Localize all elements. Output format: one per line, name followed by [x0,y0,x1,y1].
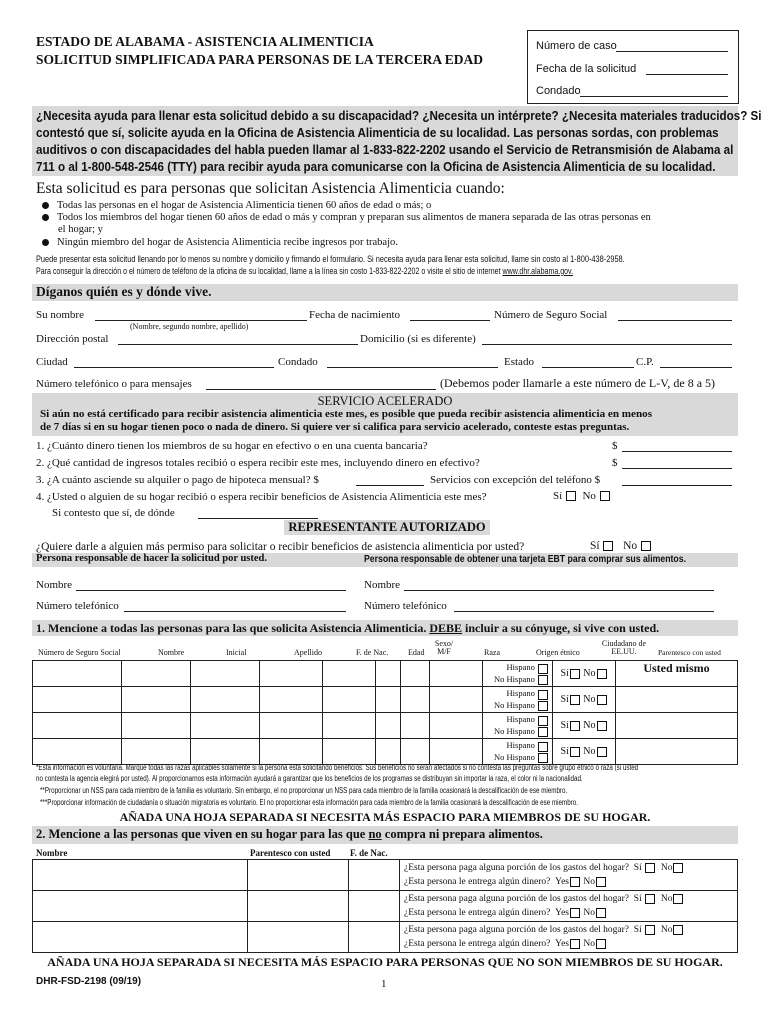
table-row [33,661,738,687]
table-row [33,922,738,953]
expedited-heading: SERVICIO ACELERADO [317,394,453,408]
money-no-checkbox[interactable] [596,939,606,949]
name-hint: (Nombre, segundo nombre, apellido) [130,322,249,331]
table-row [33,891,738,922]
non-member-table-header [32,846,738,859]
col-first-name: Nombre [158,648,185,657]
non-hispanic-checkbox[interactable] [538,753,548,763]
rep-right-name-field[interactable] [404,590,714,591]
citizen-cell[interactable]: Sí No [553,739,616,765]
add-sheet-note-2: AÑADA UNA HOJA SEPARADA SI NECESITA MÁS ESPACIO PARA PERSONAS QUE NO SON MIEMBROS DE SU HOGAR. [47,955,723,969]
col-nm-relationship: Parentesco con usted [250,848,331,858]
non-member-questions-cell[interactable]: ¿Esta persona paga alguna porción de los gastos del hogar? Sí No ¿Esta persona le entrega algún dinero? Yes No [400,922,738,953]
non-member-questions-cell[interactable]: ¿Esta persona paga alguna porción de los gastos del hogar? Sí No ¿Esta persona le entrega algún dinero? Yes No [400,891,738,922]
citizen-no-checkbox[interactable] [597,747,607,757]
household-cell[interactable] [122,661,191,687]
ssn-field[interactable] [618,320,732,321]
form-title-line1: ESTADO DE ALABAMA - ASISTENCIA ALIMENTICIA [36,34,374,49]
footnote: *Esta información es voluntaria. Marque todas las razas aplicables solamente si la persona está solicitando beneficios. Sus beneficios no serán afectados si no contesta las preguntas sobre grupo étnico o raza (si usted [36,763,639,772]
citizen-cell[interactable]: Sí No [553,713,616,739]
county-label: Condado [536,85,581,97]
hispanic-checkbox[interactable] [538,742,548,752]
col-nm-name: Nombre [36,848,68,858]
household-cell[interactable] [323,739,376,765]
non-hispanic-checkbox[interactable] [538,675,548,685]
household-cell[interactable] [33,713,122,739]
expedited-question-3: 3. ¿A cuánto asciende su alquiler o pago de hipoteca mensual? $ [36,474,319,486]
page-number: 1 [381,978,387,990]
household-table-body [32,660,738,765]
household-cell[interactable] [33,739,122,765]
dob-label: Fecha de nacimiento [309,309,401,321]
non-member-cell[interactable] [349,860,400,891]
eligibility-bullet: Ningún miembro del hogar de Asistencia Alimenticia recibe ingresos por trabajo. [42,237,398,248]
rep-right-phone-field[interactable] [454,611,714,612]
non-member-questions-cell[interactable]: ¿Esta persona paga alguna porción de los gastos del hogar? Sí No ¿Esta persona le entrega algún dinero? Yes No [400,860,738,891]
case-number-field[interactable] [616,51,728,52]
table-row [33,713,738,739]
rep-right-name-label: Nombre [364,579,401,591]
hispanic-checkbox[interactable] [538,690,548,700]
col-race: Raza [484,648,500,657]
col-ssn: Número de Seguro Social [38,648,121,657]
col-age: Edad [408,648,425,657]
citizen-cell[interactable]: Sí No [553,687,616,713]
ethnicity-cell[interactable]: Hispano No Hispano [483,687,553,713]
residence-label: Domicilio (si es diferente) [360,333,476,345]
rep-left-title: Persona responsable de hacer la solicitud por usted. [36,553,268,564]
ethnicity-cell[interactable]: Hispano No Hispano [483,739,553,765]
rep-right-title: Persona responsable de obtener una tarjeta EBT para comprar sus alimentos. [364,554,687,565]
who-county-field[interactable] [327,367,498,368]
expedited-question-4: 4. ¿Usted o alguien de su hogar recibió o espera recibir beneficios de Asistencia Alimenticia este mes? [36,491,487,503]
household-cell[interactable] [376,661,401,687]
relationship-cell[interactable] [616,713,738,739]
who-heading: Díganos quién es y dónde vive. [36,284,212,299]
form-id: DHR-FSD-2198 (09/19) [36,976,142,987]
relationship-cell[interactable] [616,661,738,687]
phone-field[interactable] [206,389,436,390]
household-cell[interactable] [122,713,191,739]
household-cell[interactable] [191,687,260,713]
expenses-no-checkbox[interactable] [673,863,683,873]
your-name-field[interactable] [95,320,307,321]
help-notice-line: contestó que sí, solicite ayuda en la Oficina de Asistencia Alimenticia de su localidad. Las personas sordas, con problemas [36,126,719,140]
rep-heading: REPRESENTANTE AUTORIZADO [288,520,486,534]
help-notice-line: auditivos o con discapacidades del habla pueden llamar al 1-833-822-2202 usando el Servicio de Retransmisión de Alabama al [36,143,734,157]
non-member-cell[interactable] [248,891,349,922]
household-cell[interactable] [33,687,122,713]
instructions-note: Puede presentar esta solicitud llenando por lo menos su nombre y domicilio y firmando el formulario. Si necesita ayuda para llenar esta solicitud, llame sin costo al 1-800-438-2958. [36,254,625,265]
citizen-cell[interactable]: Sí No [553,661,616,687]
table-row [33,739,738,765]
col-last-name: Apellido [294,648,322,657]
eligibility-bullet-continued: el hogar; y [58,224,103,235]
expedited-text-line: de 7 días si en su hogar tienen poco o nada de dinero. Si quiere ver si califica para servicio acelerado, conteste estas preguntas. [40,421,630,433]
household-cell[interactable] [323,713,376,739]
non-member-cell[interactable] [33,922,248,953]
non-member-table-body [32,859,738,953]
citizen-no-checkbox[interactable] [597,695,607,705]
non-member-cell[interactable] [248,922,349,953]
ssn-label: Número de Seguro Social [494,309,608,321]
money-no-checkbox[interactable] [596,877,606,887]
q4-options: Sí No [553,490,611,502]
col-relationship: Parentesco con usted [658,648,721,657]
citizen-yes-checkbox[interactable] [570,695,580,705]
col-citizen: Ciudadano de EE.UU. [601,639,647,656]
residence-field[interactable] [482,344,732,345]
household-table-header [32,640,738,660]
rep-left-phone-field[interactable] [124,611,346,612]
household-cell[interactable] [122,687,191,713]
household-cell[interactable] [401,739,430,765]
income-amount-field[interactable] [622,468,732,469]
household-cell[interactable] [323,661,376,687]
add-sheet-note-1: AÑADA UNA HOJA SEPARADA SI NECESITA MÁS ESPACIO PARA MIEMBROS DE SU HOGAR. [119,810,651,824]
rep-left-name-field[interactable] [76,590,346,591]
state-field[interactable] [542,367,634,368]
city-label: Ciudad [36,356,68,368]
household-cell[interactable] [33,661,122,687]
footnote: no contesta la agencia elegirá por usted). Al proporcionarnos esta información ayudará a garantizar que los beneficios de los programas se distribuyan sin importar la raza, el color ni la nacionalidad. [36,774,583,783]
eligibility-bullet: Todas las personas en el hogar de Asistencia Alimenticia tienen 60 años de edad o más; o [42,200,431,211]
money-no-checkbox[interactable] [596,908,606,918]
rep-no-checkbox[interactable] [641,541,651,551]
q4-where-field[interactable] [198,518,318,519]
city-field[interactable] [74,367,274,368]
application-date-field[interactable] [646,74,728,75]
footnote: ***Proporcionar información de ciudadanía o situación migratoria es voluntario. El no proporcionar esta información para cada miembro de la familia ocasionará la descalificación de ese miembro. [40,798,578,807]
section2-title: 2. Mencione a las personas que viven en su hogar para las que no compra ni prepara alimentos. [36,827,543,841]
household-cell[interactable] [376,687,401,713]
case-number-label: Número de caso [536,40,617,52]
non-member-table [32,846,738,953]
col-initial: Inicial [226,648,247,657]
website-link[interactable]: www.dhr.alabama.gov. [502,266,574,277]
expenses-yes-checkbox[interactable] [645,894,655,904]
expenses-no-checkbox[interactable] [673,894,683,904]
utilities-amount-field[interactable] [622,485,732,486]
citizen-no-checkbox[interactable] [597,721,607,731]
dollar-sign: $ [612,457,618,469]
hispanic-checkbox[interactable] [538,716,548,726]
zip-label: C.P. [636,356,654,368]
rep-right-phone-label: Número telefónico [364,600,447,612]
household-cell[interactable] [260,687,323,713]
household-cell[interactable] [430,687,483,713]
col-dob: F. de Nac. [356,648,389,657]
office-use-box [527,30,739,104]
q4-yes-checkbox[interactable] [566,491,576,501]
household-cell[interactable] [401,687,430,713]
rent-amount-field[interactable] [356,485,424,486]
non-hispanic-checkbox[interactable] [538,727,548,737]
q4-where-label: Si contesto que sí, de dónde [52,507,175,519]
bullet-icon [42,214,49,221]
citizen-yes-checkbox[interactable] [570,721,580,731]
your-name-label: Su nombre [36,309,84,321]
application-date-label: Fecha de la solicitud [536,63,637,75]
ethnicity-cell[interactable]: Hispano No Hispano [483,661,553,687]
state-label: Estado [504,356,534,368]
bullet-icon [42,202,49,209]
non-member-cell[interactable] [349,922,400,953]
non-hispanic-checkbox[interactable] [538,701,548,711]
household-cell[interactable] [260,713,323,739]
household-table [32,640,738,765]
help-notice [36,108,762,176]
household-cell[interactable] [122,739,191,765]
citizen-no-checkbox[interactable] [597,669,607,679]
household-cell[interactable] [191,713,260,739]
bullet-icon [42,239,49,246]
rep-left-name-label: Nombre [36,579,73,591]
expedited-question-2: 2. ¿Qué cantidad de ingresos totales recibió o espera recibir este mes, incluyendo dinero en efectivo? [36,457,480,469]
utilities-label: Servicios con excepción del teléfono $ [430,474,601,486]
help-notice-line: 711 o al 1-800-548-2546 (TTY) para recibir ayuda para comunicarse con la Oficina de Asistencia Alimenticia de su localidad. [36,160,716,174]
household-cell[interactable] [430,739,483,765]
household-cell[interactable] [260,739,323,765]
non-member-cell[interactable] [349,891,400,922]
who-county-label: Condado [278,356,318,368]
household-cell[interactable] [430,661,483,687]
hispanic-checkbox[interactable] [538,664,548,674]
expedited-text-line: Si aún no está certificado para recibir asistencia alimenticia este mes, es posible que pueda recibir asistencia alimenticia en menos [40,408,653,420]
expenses-yes-checkbox[interactable] [645,925,655,935]
mailing-address-field[interactable] [118,344,358,345]
dob-field[interactable] [410,320,490,321]
household-cell[interactable] [401,661,430,687]
form-title-line2: SOLICITUD SIMPLIFICADA PARA PERSONAS DE LA TERCERA EDAD [36,52,483,67]
household-cell[interactable] [191,739,260,765]
money-yes-checkbox[interactable] [570,939,580,949]
household-cell[interactable] [401,713,430,739]
expenses-no-checkbox[interactable] [673,925,683,935]
citizen-yes-checkbox[interactable] [570,669,580,679]
rep-question: ¿Quiere darle a alguien más permiso para solicitar o recibir beneficios de asistencia alimenticia por usted? [36,541,525,553]
relationship-cell[interactable] [616,687,738,713]
self-label: Usted mismo [643,661,710,675]
rep-yes-checkbox[interactable] [603,541,613,551]
household-cell[interactable] [376,739,401,765]
household-cell[interactable] [260,661,323,687]
col-ethnicity: Origen étnico [536,648,580,657]
zip-field[interactable] [660,367,732,368]
expedited-question-1: 1. ¿Cuánto dinero tienen los miembros de su hogar en efectivo o en una cuenta bancaria? [36,440,428,452]
help-notice-line: ¿Necesita ayuda para llenar esta solicitud debido a su discapacidad? ¿Necesita un intérprete? ¿Necesita materiales traducidos? Si [36,109,762,123]
household-cell[interactable] [323,687,376,713]
county-field[interactable] [580,96,728,97]
household-cell[interactable] [191,661,260,687]
rep-left-phone-label: Número telefónico [36,600,119,612]
col-nm-dob: F. de Nac. [350,848,388,858]
footnote: **Proporcionar un NSS para cada miembro de la familia es voluntario. Sin embargo, el no proporcionar un NSS para cada miembro de la familia ocasionará la descalificación de ese miembro. [40,786,568,795]
household-cell[interactable] [376,713,401,739]
phone-note: (Debemos poder llamarle a este número de L-V, de 8 a 5) [440,376,716,390]
non-member-cell[interactable] [33,860,248,891]
q4-no-checkbox[interactable] [600,491,610,501]
section1-title: 1. Mencione a todas las personas para las que solicita Asistencia Alimenticia. DEBE incluir a su cónyuge, si vive con usted. [36,621,660,635]
phone-label: Número telefónico o para mensajes [36,378,192,390]
eligibility-bullet: Todos los miembros del hogar tienen 60 años de edad o más y compran y preparan sus alimentos de manera separada de las otras personas en [42,212,651,223]
rep-options: Sí No [590,540,652,552]
money-yes-checkbox[interactable] [570,877,580,887]
relationship-cell[interactable] [616,739,738,765]
non-member-cell[interactable] [33,891,248,922]
money-yes-checkbox[interactable] [570,908,580,918]
ethnicity-cell[interactable]: Hispano No Hispano [483,713,553,739]
citizen-yes-checkbox[interactable] [570,747,580,757]
eligibility-heading: Esta solicitud es para personas que solicitan Asistencia Alimenticia cuando: [36,180,505,197]
mailing-address-label: Dirección postal [36,333,109,345]
instructions-note: Para conseguir la dirección o el número de teléfono de la oficina de su localidad, llame a la línea sin costo 1-833-822-2202 o visite el sitio de internet www.dhr.alabama.gov. [36,266,574,277]
household-cell[interactable] [430,713,483,739]
col-sex: Sexo/ M/F [434,639,454,656]
table-row [33,860,738,891]
cash-amount-field[interactable] [622,451,732,452]
table-row [33,687,738,713]
dollar-sign: $ [612,440,618,452]
non-member-cell[interactable] [248,860,349,891]
expenses-yes-checkbox[interactable] [645,863,655,873]
